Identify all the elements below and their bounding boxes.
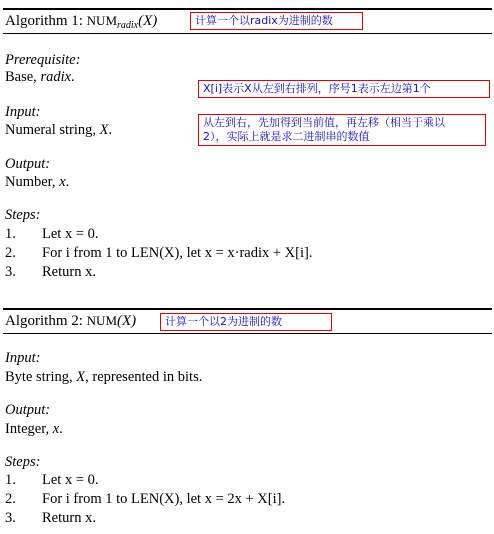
input-value-1: [5, 122, 112, 139]
output-label-2: Output:: [5, 402, 51, 418]
algo2-step-1-text: Let x = 0.: [42, 472, 99, 488]
algorithm-2-title: [5, 313, 136, 330]
algo1-step-3-text: Return x.: [42, 264, 96, 280]
output-value-2-c: .: [59, 421, 63, 437]
note-shift: [198, 114, 486, 146]
algorithm-1-title-arg: (X): [138, 13, 158, 29]
algo1-step-2-num: 2.: [5, 245, 16, 261]
input-value-2-a: Byte string,: [5, 369, 77, 385]
algorithm-1-title-sub: radix: [117, 20, 139, 31]
input-value-2-b: X: [76, 369, 86, 385]
note-shift-line-1: 从左到右，先加得到当前值，再左移（相当于乘以: [203, 116, 445, 129]
output-value-1: [5, 174, 69, 191]
algo1-step-3-num: 3.: [5, 264, 16, 280]
algo1-step-1-text: Let x = 0.: [42, 226, 99, 242]
note-shift-line-2: 2），实际上就是求二进制串的数值: [203, 130, 370, 143]
algo1-step-3: [5, 264, 96, 281]
output-value-2: [5, 421, 63, 438]
algo2-step-2: [5, 491, 285, 508]
output-value-1-a: Number,: [5, 174, 60, 190]
input-value-1-b: X: [99, 122, 109, 138]
input-value-2-c: , represented in bits.: [85, 369, 203, 385]
algo2-step-3-num: 3.: [5, 510, 16, 526]
prerequisite-value-a: Base,: [5, 69, 41, 85]
note-order: X[i]表示X从左到右排列，序号1表示左边第1个: [198, 80, 490, 98]
input-label-2: Input:: [5, 350, 41, 366]
prerequisite-value-c: .: [71, 69, 75, 85]
output-value-1-b: x: [59, 174, 66, 190]
prerequisite-value: [5, 69, 75, 86]
note-base-2: 计算一个以2为进制的数: [160, 313, 332, 331]
algo2-step-2-text: For i from 1 to LEN(X), let x = 2x + X[i].: [42, 491, 286, 507]
steps-label-1: Steps:: [5, 207, 41, 223]
algo1-step-1-num: 1.: [5, 226, 16, 242]
algo2-step-1-num: 1.: [5, 472, 16, 488]
input-label-1: Input:: [5, 104, 41, 120]
output-value-1-c: .: [65, 174, 70, 190]
algo1-step-2-text: For i from 1 to LEN(X), let x = x·radix + X[i].: [42, 245, 313, 261]
algorithm-1-title-prefix: Algorithm 1:: [5, 13, 87, 29]
steps-label-2: Steps:: [5, 454, 41, 470]
prerequisite-label: Prerequisite:: [5, 52, 81, 68]
algo1-step-2: [5, 245, 312, 262]
output-value-2-a: Integer,: [5, 421, 53, 437]
algo2-step-1: [5, 472, 99, 489]
algo2-step-3: [5, 510, 96, 527]
output-label-1: Output:: [5, 156, 51, 172]
algo1-step-1: [5, 226, 99, 243]
algorithm-2-title-arg: (X): [117, 313, 137, 329]
algorithm-2-title-fn: NUM: [86, 313, 118, 328]
algorithm-2-title-prefix: Algorithm 2:: [5, 313, 87, 329]
note-radix: 计算一个以radix为进制的数: [190, 12, 363, 30]
output-value-2-b: x: [52, 421, 60, 437]
algorithm-1-title-fn: NUM: [86, 13, 118, 28]
algo2-step-2-num: 2.: [5, 491, 16, 507]
input-value-2: [5, 369, 202, 386]
algo2-step-3-text: Return x.: [42, 510, 96, 526]
input-value-1-a: Numeral string,: [5, 122, 100, 138]
prerequisite-value-b: radix: [40, 69, 72, 85]
input-value-1-c: .: [108, 122, 113, 138]
